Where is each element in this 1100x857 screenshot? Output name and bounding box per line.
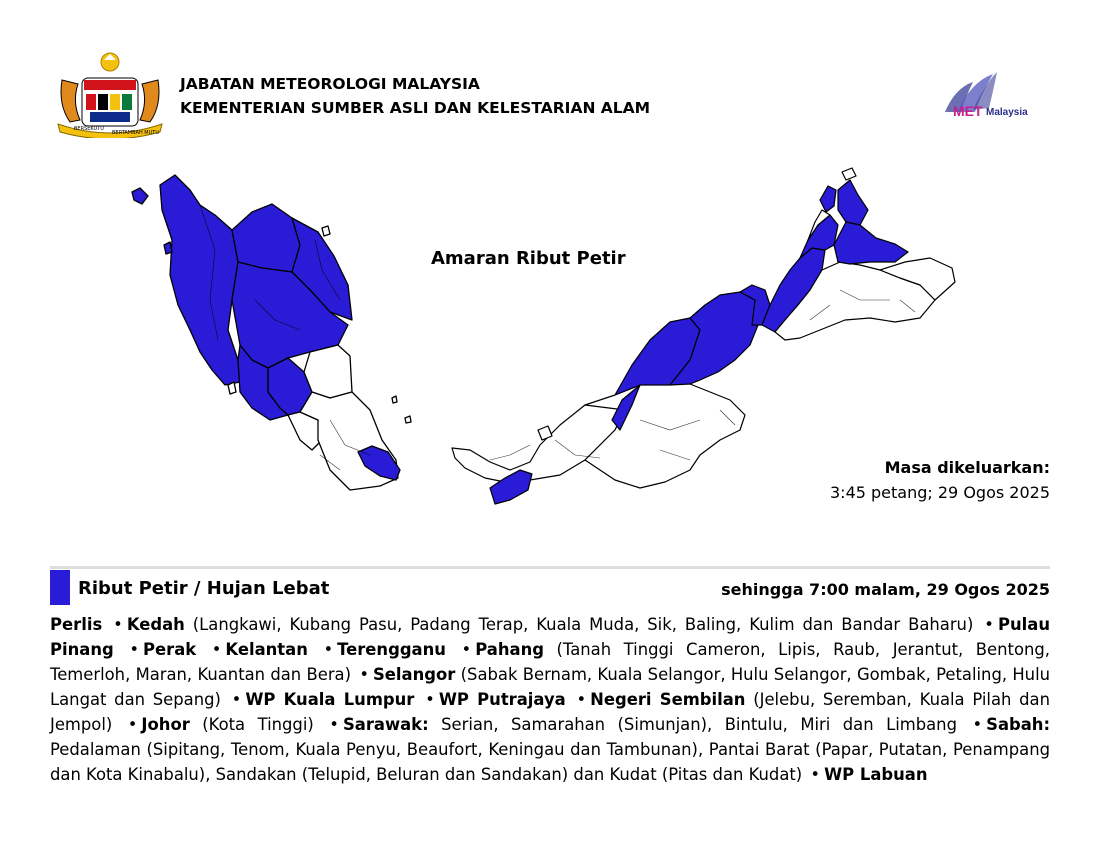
area-separator: • <box>972 715 983 734</box>
area-separator: • <box>211 640 222 659</box>
langkawi <box>132 188 148 204</box>
region-kudat <box>820 186 836 212</box>
region-pahang-east <box>304 345 352 398</box>
area-state-name: Selangor <box>372 665 456 684</box>
area-district-list: (Tanah Tinggi Cameron, Lipis, Raub, Jerantut, Bentong, Temerloh, Maran, Kuantan dan Bera) <box>50 640 1050 684</box>
metmalaysia-logo <box>935 68 1050 120</box>
area-state-name: Negeri Sembilan <box>590 690 746 709</box>
area-district-list: Pedalaman (Sipitang, Tenom, Kuala Penyu, Beaufort, Keningau dan Tambunan), Pantai Barat (Papar, Putatan, Penampang dan Kota Kinabalu), Sandakan (Telupid, Beluran dan Sandakan) dan Kudat (Pitas dan Kudat) <box>50 740 1050 784</box>
east-malaysia <box>452 168 955 504</box>
area-state-name: WP Putrajaya <box>438 690 566 709</box>
area-district-list: (Sabak Bernam, Kuala Selangor, Hulu Selangor, Gombak, Petaling, Hulu Langat dan Sepang) <box>50 665 1051 709</box>
area-separator: • <box>113 615 123 634</box>
area-state-name: Pulau Pinang <box>50 615 1050 659</box>
area-state-name: Kedah <box>126 615 185 634</box>
area-separator: • <box>984 615 994 634</box>
area-separator: • <box>576 690 587 709</box>
agency-block <box>180 72 650 120</box>
svg-text:MET: MET <box>953 103 983 119</box>
area-state-name: Sarawak: <box>342 715 429 734</box>
svg-text:BERTAMBAH MUTU: BERTAMBAH MUTU <box>112 130 159 136</box>
area-state-name: Johor <box>141 715 190 734</box>
penang-island <box>164 242 172 254</box>
svg-text:Malaysia: Malaysia <box>986 107 1028 118</box>
area-separator: • <box>127 715 138 734</box>
area-district-list: (Kota Tinggi) <box>202 715 314 734</box>
area-separator: • <box>461 640 472 659</box>
area-state-name: Perlis <box>50 615 103 634</box>
area-state-name: Kelantan <box>225 640 308 659</box>
area-separator: • <box>231 690 242 709</box>
issued-time: 3:45 petang; 29 Ogos 2025 <box>830 483 1050 502</box>
area-district-list: Serian, Samarahan (Simunjan), Bintulu, Miri dan Limbang <box>441 715 957 734</box>
region-sandakan-beluran <box>834 222 908 264</box>
area-state-name: Terengganu <box>337 640 446 659</box>
area-separator: • <box>329 715 339 734</box>
area-district-list: (Jelebu, Seremban, Kuala Pilah dan Jempol) <box>50 690 1050 734</box>
area-separator: • <box>359 665 369 684</box>
peninsular-malaysia <box>132 175 411 490</box>
agency-name: JABATAN METEOROLOGI MALAYSIA <box>180 75 480 93</box>
warning-valid-until: sehingga 7:00 malam, 29 Ogos 2025 <box>721 580 1050 599</box>
warning-color-swatch <box>50 570 70 605</box>
area-state-name: Perak <box>143 640 197 659</box>
region-kelantan <box>232 204 300 272</box>
warning-title: Ribut Petir / Hujan Lebat <box>78 578 330 599</box>
header <box>50 50 1050 140</box>
area-state-name: Sabah: <box>986 715 1051 734</box>
affected-areas <box>50 612 1050 787</box>
map-title: Amaran Ribut Petir <box>431 248 626 269</box>
area-separator: • <box>129 640 139 659</box>
section-divider <box>50 566 1050 569</box>
area-state-name: WP Kuala Lumpur <box>245 690 415 709</box>
region-pitas <box>838 180 868 225</box>
issued-block <box>830 455 1050 505</box>
region-perlis-kedah-penang <box>160 175 240 385</box>
svg-text:BERSEKUTU: BERSEKUTU <box>74 126 104 132</box>
area-district-list: (Langkawi, Kubang Pasu, Padang Terap, Kuala Muda, Sik, Baling, Kulim dan Bandar Baharu) <box>192 615 974 634</box>
area-separator: • <box>810 765 821 784</box>
issued-label: Masa dikeluarkan: <box>884 458 1050 477</box>
coat-of-arms-logo <box>50 50 170 138</box>
area-separator: • <box>425 690 435 709</box>
area-separator: • <box>323 640 334 659</box>
area-state-name: Pahang <box>475 640 544 659</box>
ministry-name: KEMENTERIAN SUMBER ASLI DAN KELESTARIAN ALAM <box>180 99 651 117</box>
area-state-name: WP Labuan <box>824 765 928 784</box>
